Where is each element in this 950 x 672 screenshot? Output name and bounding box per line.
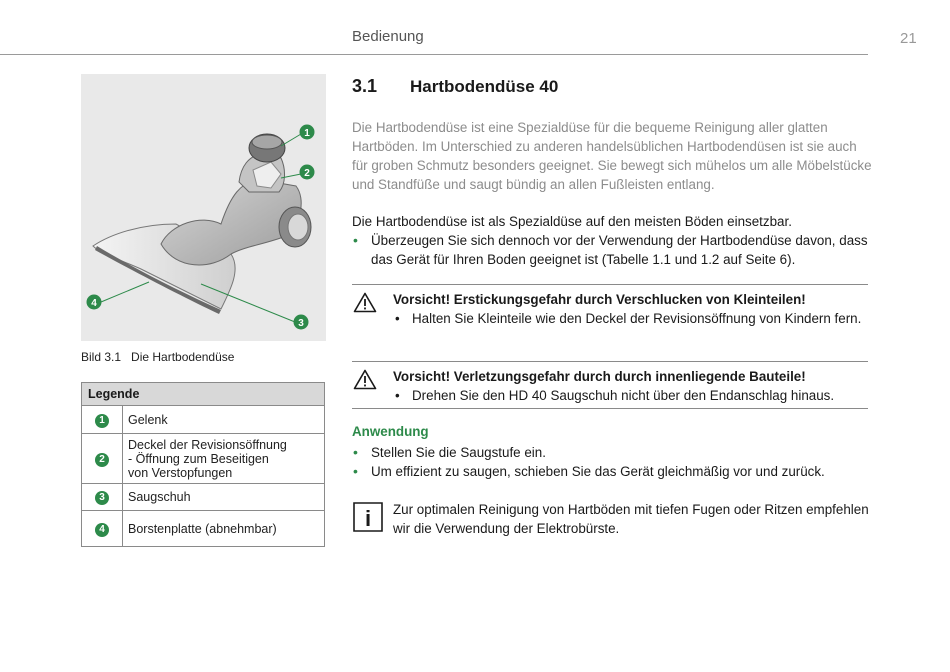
legend-value-line: Deckel der Revisionsöffnung	[128, 437, 287, 452]
callout-2	[300, 165, 315, 180]
section-title: Hartbodendüse 40	[410, 77, 559, 96]
svg-text:4: 4	[91, 298, 97, 309]
figure-caption	[81, 350, 234, 364]
warning-rule-bottom	[352, 408, 868, 409]
usage-list	[352, 443, 872, 481]
running-header-title: Bedienung	[352, 28, 424, 45]
table-row	[82, 406, 325, 434]
info-note-text: Zur optimalen Reinigung von Hartböden mit tiefen Fugen oder Ritzen empfehlen wir die Verwendung der Elektrobürste.	[393, 502, 869, 536]
warning-title: Vorsicht! Erstickungsgefahr durch Verschlucken von Kleinteilen!	[393, 292, 806, 307]
warning-list	[393, 386, 869, 405]
callout-1	[300, 125, 315, 140]
section-bullet-list	[352, 231, 872, 269]
table-row	[82, 434, 325, 484]
intro-paragraph: Die Hartbodendüse ist eine Spezialdüse für die bequeme Reinigung aller glatten Hartböden. Im Unterschied zu anderen handelsüblichen Hartbodendüsen ist sie auch für groben Schmutz besonders geeignet. Sie bewegt sich mühelos um alle Möbelstücke und Standfüße und saugt bündig an allen Fußleisten entlang.	[352, 120, 872, 192]
section-number: 3.1	[352, 76, 378, 96]
product-illustration	[81, 74, 326, 341]
list-item: • Überzeugen Sie sich dennoch vor der Verwendung der Hartbodendüse davon, dass das Gerät für Ihren Boden geeignet ist (Tabelle 1.1 und 1.2 auf Seite 6).	[352, 231, 872, 269]
callout-3	[294, 315, 309, 330]
header-rule	[0, 54, 868, 55]
caption-number: Bild 3.1	[81, 350, 122, 364]
list-item: • Um effizient zu saugen, schieben Sie das Gerät gleichmäßig vor und zurück.	[352, 462, 872, 481]
warning-rule-top	[352, 284, 868, 285]
table-row	[82, 511, 325, 547]
svg-text:3: 3	[298, 318, 304, 329]
legend-key-badge: 4	[95, 523, 109, 537]
legend-value: Gelenk	[123, 406, 325, 434]
page-number: 21	[900, 30, 917, 47]
legend-value: Borstenplatte (abnehmbar)	[123, 511, 325, 547]
warning-list	[393, 309, 869, 328]
legend-value: Saugschuh	[123, 484, 325, 511]
legend-value-line: - Öffnung zum Beseitigen	[128, 451, 269, 466]
table-row	[82, 484, 325, 511]
legend-table	[81, 382, 325, 547]
legend-value	[123, 434, 325, 484]
svg-text:2: 2	[304, 168, 310, 179]
legend-header-row	[82, 383, 325, 406]
list-item: • Drehen Sie den HD 40 Saugschuh nicht über den Endanschlag hinaus.	[393, 386, 869, 405]
caption-text: Die Hartbodendüse	[131, 350, 235, 364]
body-paragraph: Die Hartbodendüse ist als Spezialdüse auf den meisten Böden einsetzbar.	[352, 214, 792, 229]
warning-title: Vorsicht! Verletzungsgefahr durch durch innenliegende Bauteile!	[393, 369, 806, 384]
warning-triangle-icon	[353, 292, 377, 313]
info-icon	[353, 502, 383, 532]
list-item: • Stellen Sie die Saugstufe ein.	[352, 443, 872, 462]
warning-rule-top	[352, 361, 868, 362]
legend-key-badge: 2	[95, 453, 109, 467]
warning-triangle-icon	[353, 369, 377, 390]
svg-text:1: 1	[304, 128, 310, 139]
callout-4	[87, 295, 102, 310]
usage-heading: Anwendung	[352, 424, 429, 439]
nozzle-drawing	[81, 74, 326, 341]
svg-text:i: i	[364, 506, 372, 531]
list-item: • Halten Sie Kleinteile wie den Deckel der Revisionsöffnung von Kindern fern.	[393, 309, 869, 328]
legend-title: Legende	[82, 383, 325, 406]
legend-key-badge: 1	[95, 414, 109, 428]
legend-value-line: von Verstopfungen	[128, 465, 233, 480]
legend-key-badge: 3	[95, 491, 109, 505]
